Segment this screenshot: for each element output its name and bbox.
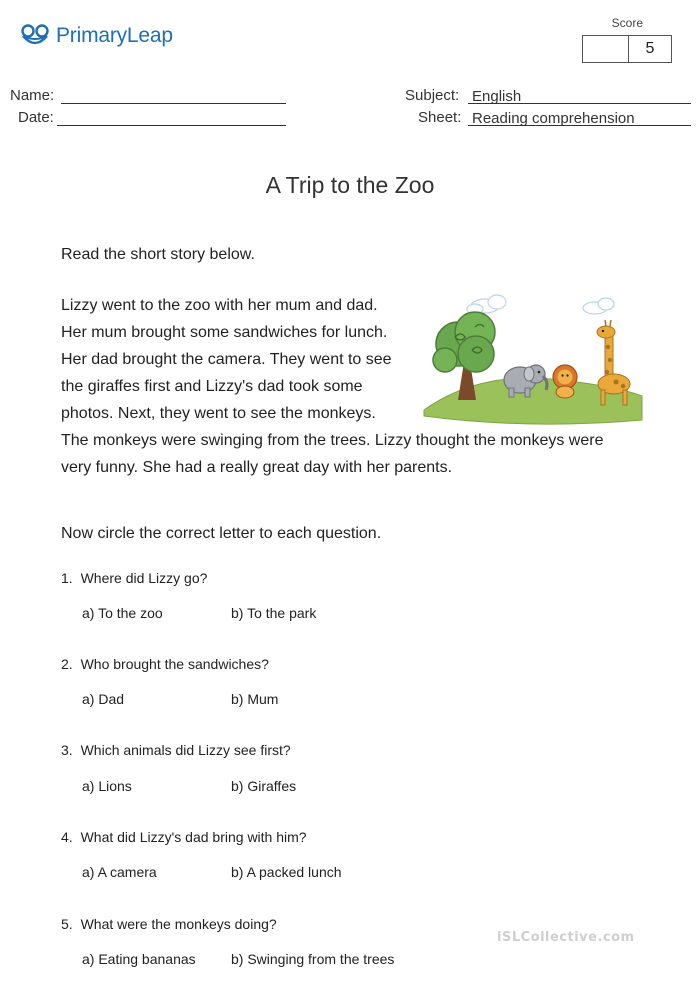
brand-name: PrimaryLeap [56,24,173,47]
brand-logo [20,20,173,52]
option-b[interactable]: b) A packed lunch [231,864,342,880]
question-text: What did Lizzy's dad bring with him? [80,829,307,845]
option-a[interactable]: a) To the zoo [82,605,163,621]
score-box [582,35,672,63]
cloud-icon [583,298,614,314]
score-blank-cell [583,36,629,62]
question-number: 2. [61,656,73,672]
date-line[interactable] [57,108,286,126]
sheet-value: Reading comprehension [472,110,635,127]
option-b[interactable]: b) Mum [231,691,279,707]
option-b[interactable]: b) Giraffes [231,778,297,794]
question-text: Which animals did Lizzy see first? [80,742,291,758]
question-number: 1. [61,570,73,586]
circle-instruction: Now circle the correct letter to each question. [61,525,382,542]
cloud-icon [467,295,506,314]
score-label: Score [611,16,643,30]
date-label: Date: [18,109,54,126]
question [61,570,207,586]
option-b[interactable]: b) Swinging from the trees [231,951,395,967]
story-line: the giraffes first and Lizzy's dad took some [61,378,363,395]
option-a[interactable]: a) Eating bananas [82,951,196,967]
question [61,742,291,758]
question-number: 4. [61,829,73,845]
question [61,656,269,672]
sheet-line [468,108,691,126]
giraffe-icon [597,320,630,405]
story-line: Her mum brought some sandwiches for lunch. [61,324,388,341]
question-number: 3. [61,742,73,758]
question-text: Who brought the sandwiches? [80,656,269,672]
story-line: very funny. She had a really great day with her parents. [61,459,453,476]
subject-value: English [472,88,522,105]
question-number: 5. [61,916,73,932]
frog-face-icon [20,24,50,48]
story-line: Lizzy went to the zoo with her mum and dad. [61,297,378,314]
question-text: What were the monkeys doing? [80,916,277,932]
question-text: Where did Lizzy go? [80,570,208,586]
story-line: The monkeys were swinging from the trees. Lizzy thought the monkeys were [61,432,604,449]
subject-label: Subject: [405,87,460,104]
sheet-label: Sheet: [418,109,462,126]
score-value: 5 [645,40,655,57]
read-instruction: Read the short story below. [61,246,255,263]
name-line[interactable] [61,86,286,104]
page-title: A Trip to the Zoo [265,172,435,198]
zoo-animals-illustration [420,292,645,427]
lion-icon [553,365,577,398]
option-a[interactable]: a) Lions [82,778,132,794]
name-label: Name: [10,87,55,104]
question [61,829,307,845]
option-a[interactable]: a) Dad [82,691,125,707]
subject-line [468,86,691,104]
option-b[interactable]: b) To the park [231,605,317,621]
watermark: iSLCollective.com [497,930,635,945]
story-line: Her dad brought the camera. They went to see [61,351,392,368]
story-line: photos. Next, they went to see the monkeys. [61,405,376,422]
question [61,916,277,932]
option-a[interactable]: a) A camera [82,864,157,880]
